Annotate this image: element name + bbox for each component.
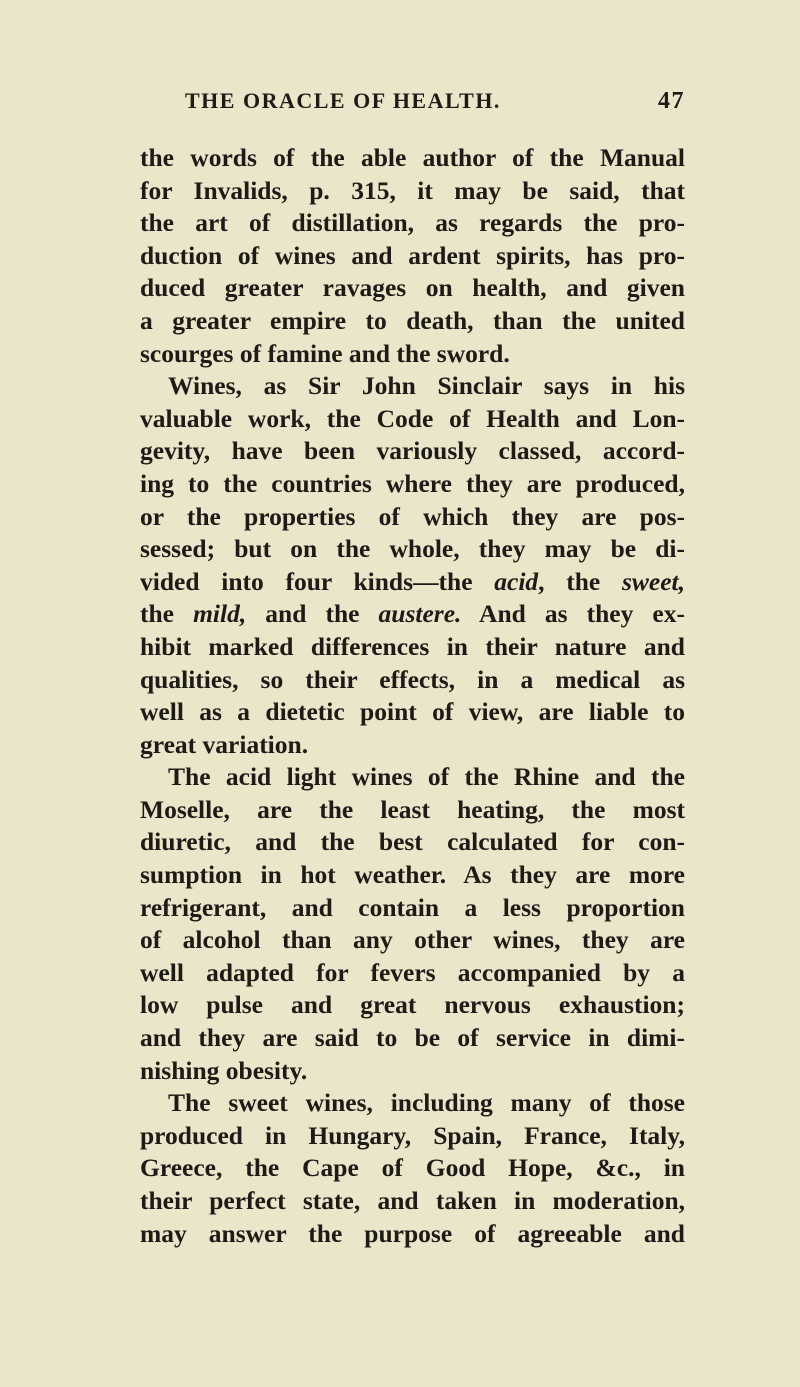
text-line: scourges of famine and the sword. [140, 338, 510, 368]
text-line: qualities, so their effects, in a medical as [140, 664, 685, 694]
text-line: Moselle, are the least heating, the most [140, 794, 685, 824]
body-text [140, 142, 685, 1250]
text-line: diuretic, and the best calculated for con- [140, 827, 685, 857]
text-line: Greece, the Cape of Good Hope, &c., in [140, 1153, 685, 1183]
text-line: The acid light wines of the Rhine and the [168, 762, 685, 792]
running-head [140, 88, 685, 122]
italic-term-sweet: sweet, [621, 566, 685, 596]
text-line: and they are said to be of service in dimi- [140, 1023, 685, 1053]
text-line: Wines, as Sir John Sinclair says in his [168, 371, 685, 401]
text-line: great variation. [140, 729, 309, 759]
text-line: sessed; but on the whole, they may be di- [140, 534, 685, 564]
text-line: for Invalids, p. 315, it may be said, that [140, 175, 685, 205]
text-segment: , the [538, 566, 622, 596]
text-line: duction of wines and ardent spirits, has pro- [140, 240, 685, 270]
text-line: of alcohol than any other wines, they are [140, 925, 685, 955]
text-line: a greater empire to death, than the united [140, 305, 685, 335]
italic-term-acid: acid [494, 566, 539, 596]
running-head-title: THE ORACLE OF HEALTH. [185, 88, 501, 113]
text-line: well adapted for fevers accompanied by a [140, 957, 685, 987]
text-segment: vided into four kinds—the [140, 566, 495, 596]
text-line: refrigerant, and contain a less proportion [140, 892, 685, 922]
text-line: low pulse and great nervous exhaustion; [140, 990, 685, 1020]
text-line: ing to the countries where they are produced, [140, 468, 685, 498]
text-line: well as a dietetic point of view, are liable to [140, 697, 685, 727]
italic-term-mild: mild, [193, 599, 247, 629]
text-segment: the [140, 599, 194, 629]
text-line: valuable work, the Code of Health and Lon- [140, 403, 685, 433]
italic-term-austere: austere. [378, 599, 462, 629]
text-line: hibit marked differences in their nature and [140, 631, 685, 661]
text-segment: And as they ex- [461, 599, 685, 629]
text-line-mixed [140, 566, 685, 599]
text-line-mixed [140, 598, 685, 631]
text-line: the words of the able author of the Manual [140, 143, 685, 172]
text-line: sumption in hot weather. As they are more [140, 860, 685, 890]
page-number: 47 [658, 88, 685, 114]
text-line: gevity, have been variously classed, accord- [140, 436, 685, 466]
text-line: duced greater ravages on health, and given [140, 273, 685, 303]
text-line: The sweet wines, including many of those [168, 1088, 685, 1118]
text-line: or the properties of which they are pos- [140, 501, 685, 531]
text-line: may answer the purpose of agreeable and [140, 1218, 685, 1248]
text-line: the art of distillation, as regards the pro- [140, 208, 685, 238]
text-line: nishing obesity. [140, 1055, 308, 1085]
text-line: produced in Hungary, Spain, France, Italy, [140, 1120, 685, 1150]
text-segment: and the [246, 599, 379, 629]
text-line: their perfect state, and taken in moderation, [140, 1186, 685, 1215]
